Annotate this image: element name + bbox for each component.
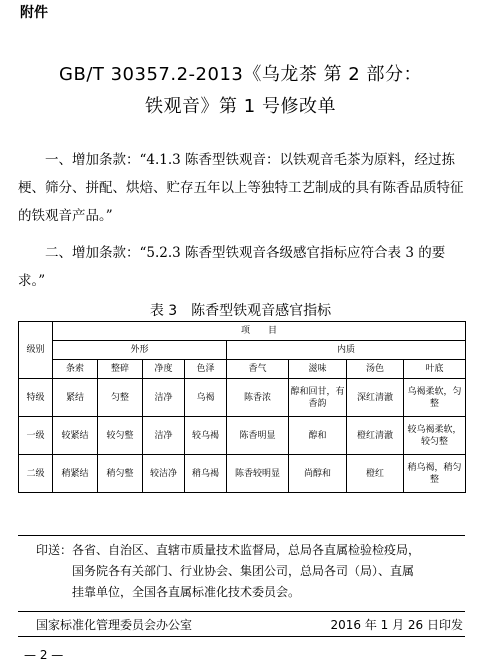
page-number: — 2 —	[24, 648, 64, 662]
table-cell: 较洁净	[143, 455, 185, 493]
row-level: 二级	[19, 455, 53, 493]
table-row	[19, 379, 466, 417]
document-title-line-2: 铁观音》第 1 号修改单	[145, 96, 336, 117]
table-cell: 洁净	[143, 379, 185, 417]
table-cell: 陈香较明显	[227, 455, 289, 493]
header-col: 汤色	[347, 360, 404, 379]
distribution-list	[36, 540, 466, 603]
table-cell: 较乌褐柔软，较匀整	[404, 417, 466, 455]
header-col: 条索	[53, 360, 98, 379]
table-cell: 乌褐柔软，匀整	[404, 379, 466, 417]
distribution-line-3: 挂靠单位，全国各直属标准化技术委员会。	[72, 585, 301, 599]
distribution-line-1: 印送：各省、自治区、直辖市质量技术监督局，总局各直属检验检疫局，	[36, 543, 421, 557]
table-cell: 醇和回甘，有香韵	[289, 379, 347, 417]
table-cell: 较乌褐	[185, 417, 227, 455]
clause-paragraph-1: 一、增加条款：“4.1.3 陈香型铁观音：以铁观音毛茶为原料，经过拣梗、筛分、拼配、烘焙、贮存五年以上等独特工艺制成的具有陈香品质特征的铁观音产品。”	[18, 152, 464, 224]
header-col: 滋味	[289, 360, 347, 379]
sensory-index-table	[18, 321, 466, 493]
table-cell: 乌褐	[185, 379, 227, 417]
header-col: 净度	[143, 360, 185, 379]
table-row	[19, 417, 466, 455]
table-cell: 陈香浓	[227, 379, 289, 417]
table-cell: 洁净	[143, 417, 185, 455]
table-cell: 紧结	[53, 379, 98, 417]
divider	[18, 636, 465, 637]
divider	[18, 611, 465, 612]
row-level: 一级	[19, 417, 53, 455]
distribution-line-2: 国务院各有关部门、行业协会、集团公司，总局各司（局）、直属	[72, 564, 415, 578]
table-cell: 橙红	[347, 455, 404, 493]
table-caption: 表 3 陈香型铁观音感官指标	[149, 303, 332, 319]
header-inner-quality: 内质	[227, 341, 466, 360]
table-cell: 较匀整	[98, 417, 143, 455]
table-cell: 橙红清澈	[347, 417, 404, 455]
header-appearance: 外形	[53, 341, 227, 360]
header-col: 整碎	[98, 360, 143, 379]
issue-date: 2016 年 1 月 26 日印发	[330, 618, 463, 632]
clause-paragraph-2: 二、增加条款：“5.2.3 陈香型铁观音各级感官指标应符合表 3 的要求。”	[18, 245, 446, 289]
header-col: 色泽	[185, 360, 227, 379]
divider	[18, 535, 465, 536]
table-cell: 匀整	[98, 379, 143, 417]
attachment-label: 附件	[20, 5, 48, 21]
table-cell: 深红清澈	[347, 379, 404, 417]
row-level: 特级	[19, 379, 53, 417]
table-cell: 尚醇和	[289, 455, 347, 493]
table-cell: 较紧结	[53, 417, 98, 455]
document-title-line-1: GB/T 30357.2-2013《乌龙茶 第 2 部分：	[59, 64, 422, 85]
table-cell: 稍乌褐	[185, 455, 227, 493]
issuing-office: 国家标准化管理委员会办公室	[36, 618, 193, 632]
header-col: 叶底	[404, 360, 466, 379]
table-cell: 陈香明显	[227, 417, 289, 455]
header-level: 级别	[19, 322, 53, 379]
table-row	[19, 455, 466, 493]
table-cell: 稍乌褐，稍匀整	[404, 455, 466, 493]
header-item: 项 目	[53, 322, 466, 341]
table-cell: 稍紧结	[53, 455, 98, 493]
table-cell: 醇和	[289, 417, 347, 455]
header-col: 香气	[227, 360, 289, 379]
table-cell: 稍匀整	[98, 455, 143, 493]
